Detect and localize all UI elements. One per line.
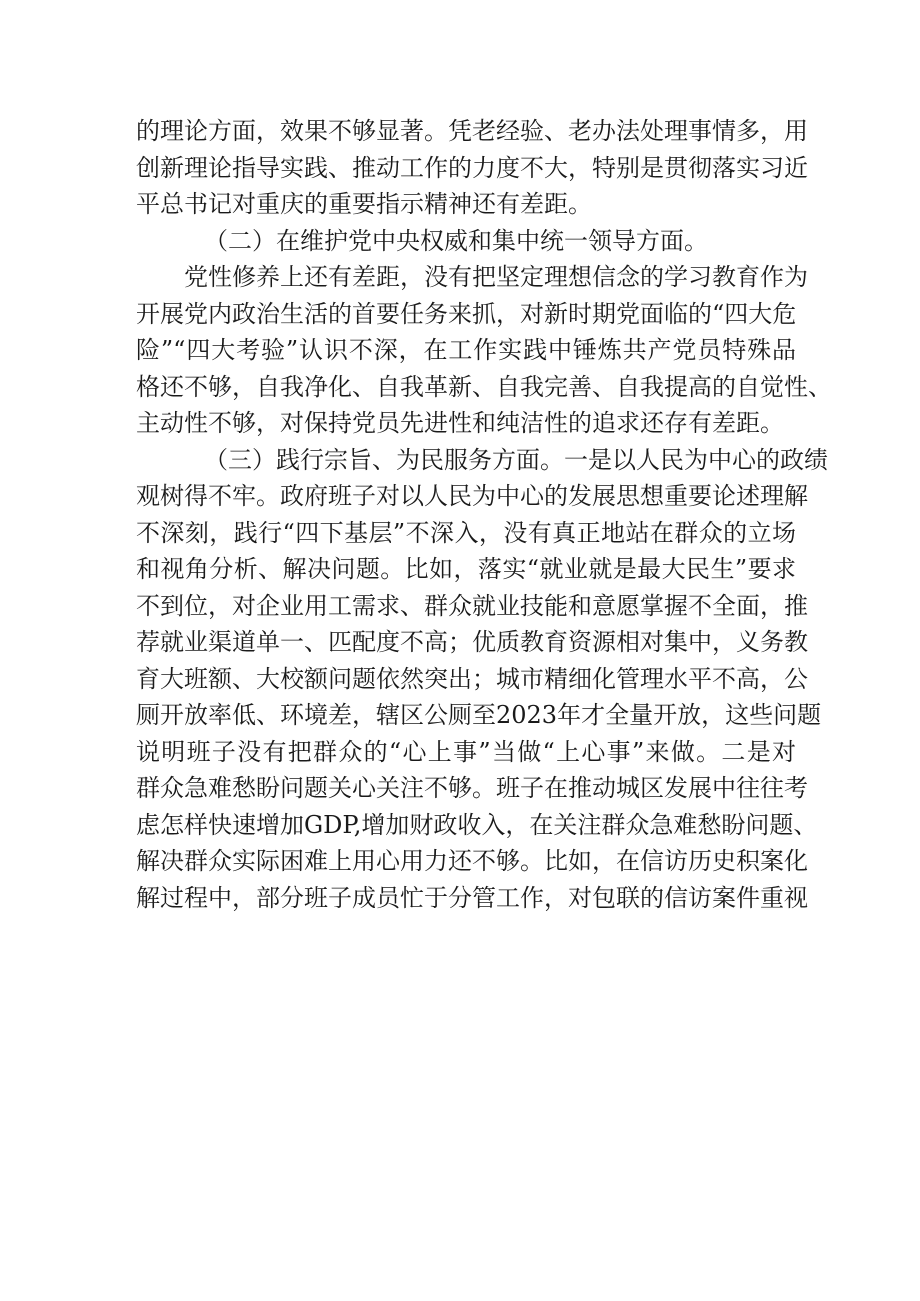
text-line-18: 说明班子没有把群众的“心上事”当做“上心事”来做。二是对 — [136, 737, 796, 766]
text-line-16: 育大班额、大校额问题依然突出；城市精细化管理水平不高，公 — [136, 664, 808, 693]
section-heading-3: （三）践行宗旨、为民服务方面。一是以人民为中心的政绩 — [204, 445, 828, 474]
text-line-22: 解过程中，部分班子成员忙于分管工作，对包联的信访案件重视 — [136, 883, 808, 912]
text-line-11: 观树得不牢。政府班子对以人民为中心的发展思想重要论述理解 — [136, 482, 808, 510]
text-line-3: 平总书记对重庆的重要指示精神还有差距。 — [136, 190, 592, 218]
text-line-15: 荐就业渠道单一、匹配度不高；优质教育资源相对集中，义务教 — [136, 628, 808, 656]
text-line-6: 开展党内政治生活的首要任务来抓，对新时期党面临的“四大危 — [136, 299, 797, 328]
text-line-8: 格还不够，自我净化、自我革新、自我完善、自我提高的自觉性、 — [136, 372, 832, 401]
text-line-13: 和视角分析、解决问题。比如，落实“就业就是最大民生”要求 — [136, 555, 796, 583]
section-heading-2: （二）在维护党中央权威和集中统一领导方面。 — [204, 226, 708, 255]
text-line-5: 党性修养上还有差距，没有把坚定理想信念的学习教育作为 — [184, 263, 808, 291]
body-text — [136, 113, 832, 916]
text-line-14: 不到位，对企业用工需求、群众就业技能和意愿掌握不全面，推 — [136, 591, 808, 620]
text-line-1: 的理论方面，效果不够显著。凭老经验、老办法处理事情多，用 — [136, 117, 808, 145]
text-line-19: 群众急难愁盼问题关心关注不够。班子在推动城区发展中往往考 — [136, 774, 808, 802]
text-line-9: 主动性不够，对保持党员先进性和纯洁性的追求还存有差距。 — [136, 409, 784, 437]
text-line-7: 险”“四大考验”认识不深，在工作实践中锤炼共产党员特殊品 — [136, 336, 796, 364]
text-line-2: 创新理论指导实践、推动工作的力度不大，特别是贯彻落实习近 — [136, 153, 808, 182]
text-line-21: 解决群众实际困难上用心用力还不够。比如，在信访历史积案化 — [136, 847, 808, 875]
text-line-12: 不深刻，践行“四下基层”不深入，没有真正地站在群众的立场 — [136, 518, 796, 547]
text-line-20: 虑怎样快速增加GDP,增加财政收入，在关注群众急难愁盼问题、 — [136, 810, 818, 839]
text-line-17: 厕开放率低、环境差，辖区公厕至2023年才全量开放，这些问题 — [136, 701, 822, 729]
